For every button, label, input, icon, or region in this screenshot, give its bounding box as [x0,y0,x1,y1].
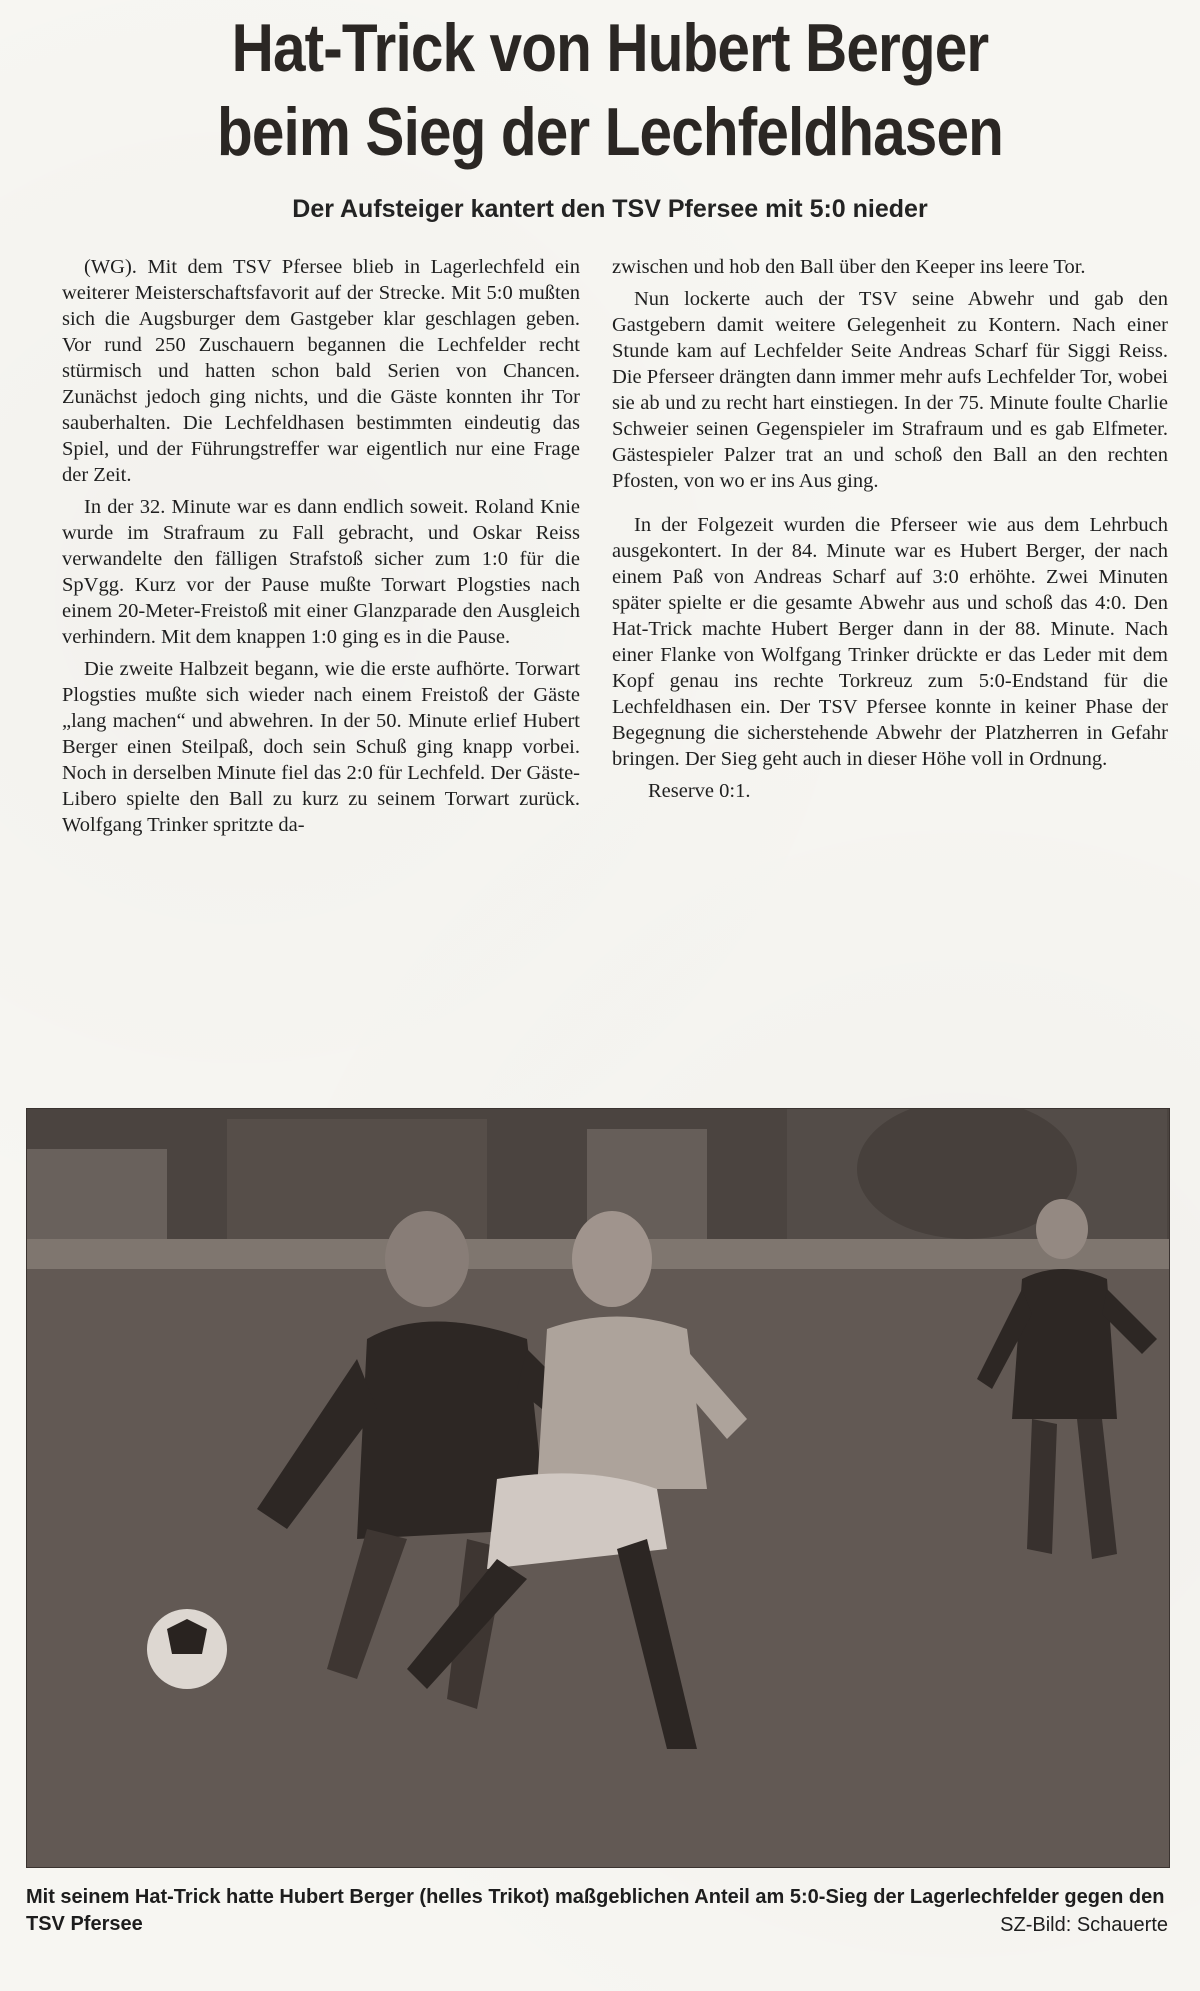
headline [137,6,1083,174]
article-paragraph: (WG). Mit dem TSV Pfersee blieb in Lagerlechfeld ein weiterer Meisterschaftsfavorit auf der Strecke. Mit 5:0 mußten sich die Augsburger dem Gastgeber klar geschlagen geben. Vor rund 250 Zuschauern begannen die Lechfelder recht stürmisch und hatten schon bald Serien von Chancen. Zunächst jedoch ging nichts, und die Gäste konnten ihr Tor sauberhalten. Die Lechfeldhasen bestimmten eindeutig das Spiel, und der Führungstreffer war eigentlich nur eine Frage der Zeit. [62,256,580,486]
reserve-result: Reserve 0:1. [648,780,751,802]
article-column-left [62,254,580,844]
headline-line-2: beim Sieg der Lechfeldhasen [216,94,1003,170]
article-paragraph: Die zweite Halbzeit begann, wie die erste aufhörte. Torwart Plogsties mußte sich wieder nach einem Freistoß der Gäste „lang machen“ und abwehren. In der 50. Minute erlief Hubert Berger einen Steilpaß, doch sein Schuß ging knapp vorbei. Noch in derselben Minute fiel das 2:0 für Lechfeld. Der Gäste-Libero spielte den Ball zu kurz zu seinem Torwart zurück. Wolfgang Trinker spritzte da- [62,658,580,836]
headline-line-1: Hat-Trick von Hubert Berger [231,10,989,86]
article-paragraph: In der Folgezeit wurden die Pferseer wie aus dem Lehrbuch ausgekontert. In der 84. Minute war es Hubert Berger, der nach einem Paß von Andreas Scharf auf 3:0 erhöhte. Zwei Minuten später spielte er die gesamte Abwehr aus und schoß das 4:0. Den Hat-Trick machte Hubert Berger dann in der 88. Minute. Nach einer Flanke von Wolfgang Trinker drückte er das Leder mit dem Kopf genau ins rechte Torkreuz zum 5:0-Endstand für die Lechfeldhasen ein. Der TSV Pfersee konnte in keiner Phase der Begegnung die sicherstehende Abwehr der Platzherren in Gefahr bringen. Der Sieg geht auch in dieser Höhe voll in Ordnung. [612,514,1168,770]
article-column-right [612,254,1168,810]
article-paragraph: In der 32. Minute war es dann endlich soweit. Roland Knie wurde im Strafraum zu Fall gebracht, und Oskar Reiss verwandelte den fälligen Strafstoß sicher zum 1:0 für die SpVgg. Kurz vor der Pause mußte Torwart Plogsties nach einem 20-Meter-Freistoß mit einer Glanzparade den Ausgleich verhindern. Mit dem knappen 1:0 ging es in die Pause. [62,496,580,648]
article-paragraph: Nun lockerte auch der TSV seine Abwehr und gab den Gastgebern damit weitere Gelegenheit zu Kontern. Nach einer Stunde kam auf Lechfelder Seite Andreas Scharf für Siggi Reiss. Die Pferseer drängten dann immer mehr aufs Lechfelder Tor, wobei sie ab und zu recht hart einstiegen. In der 75. Minute foulte Charlie Schweier seinen Gegenspieler im Strafraum und es gab Elfmeter. Gästespieler Palzer trat an und schoß den Ball an den rechten Pfosten, von wo er ins Aus ging. [612,288,1168,492]
match-photo [26,1108,1170,1868]
article-paragraph: zwischen und hob den Ball über den Keeper ins leere Tor. [612,256,1086,278]
photo-caption: Mit seinem Hat-Trick hatte Hubert Berger (helles Trikot) maßgeblichen Anteil am 5:0-Sieg der Lagerlechfelder gegen den TSV Pfersee [26,1886,1165,1935]
photo-credit: SZ-Bild: Schauerte [1000,1914,1168,1936]
subheadline: Der Aufsteiger kantert den TSV Pfersee mit 5:0 nieder [292,195,928,223]
